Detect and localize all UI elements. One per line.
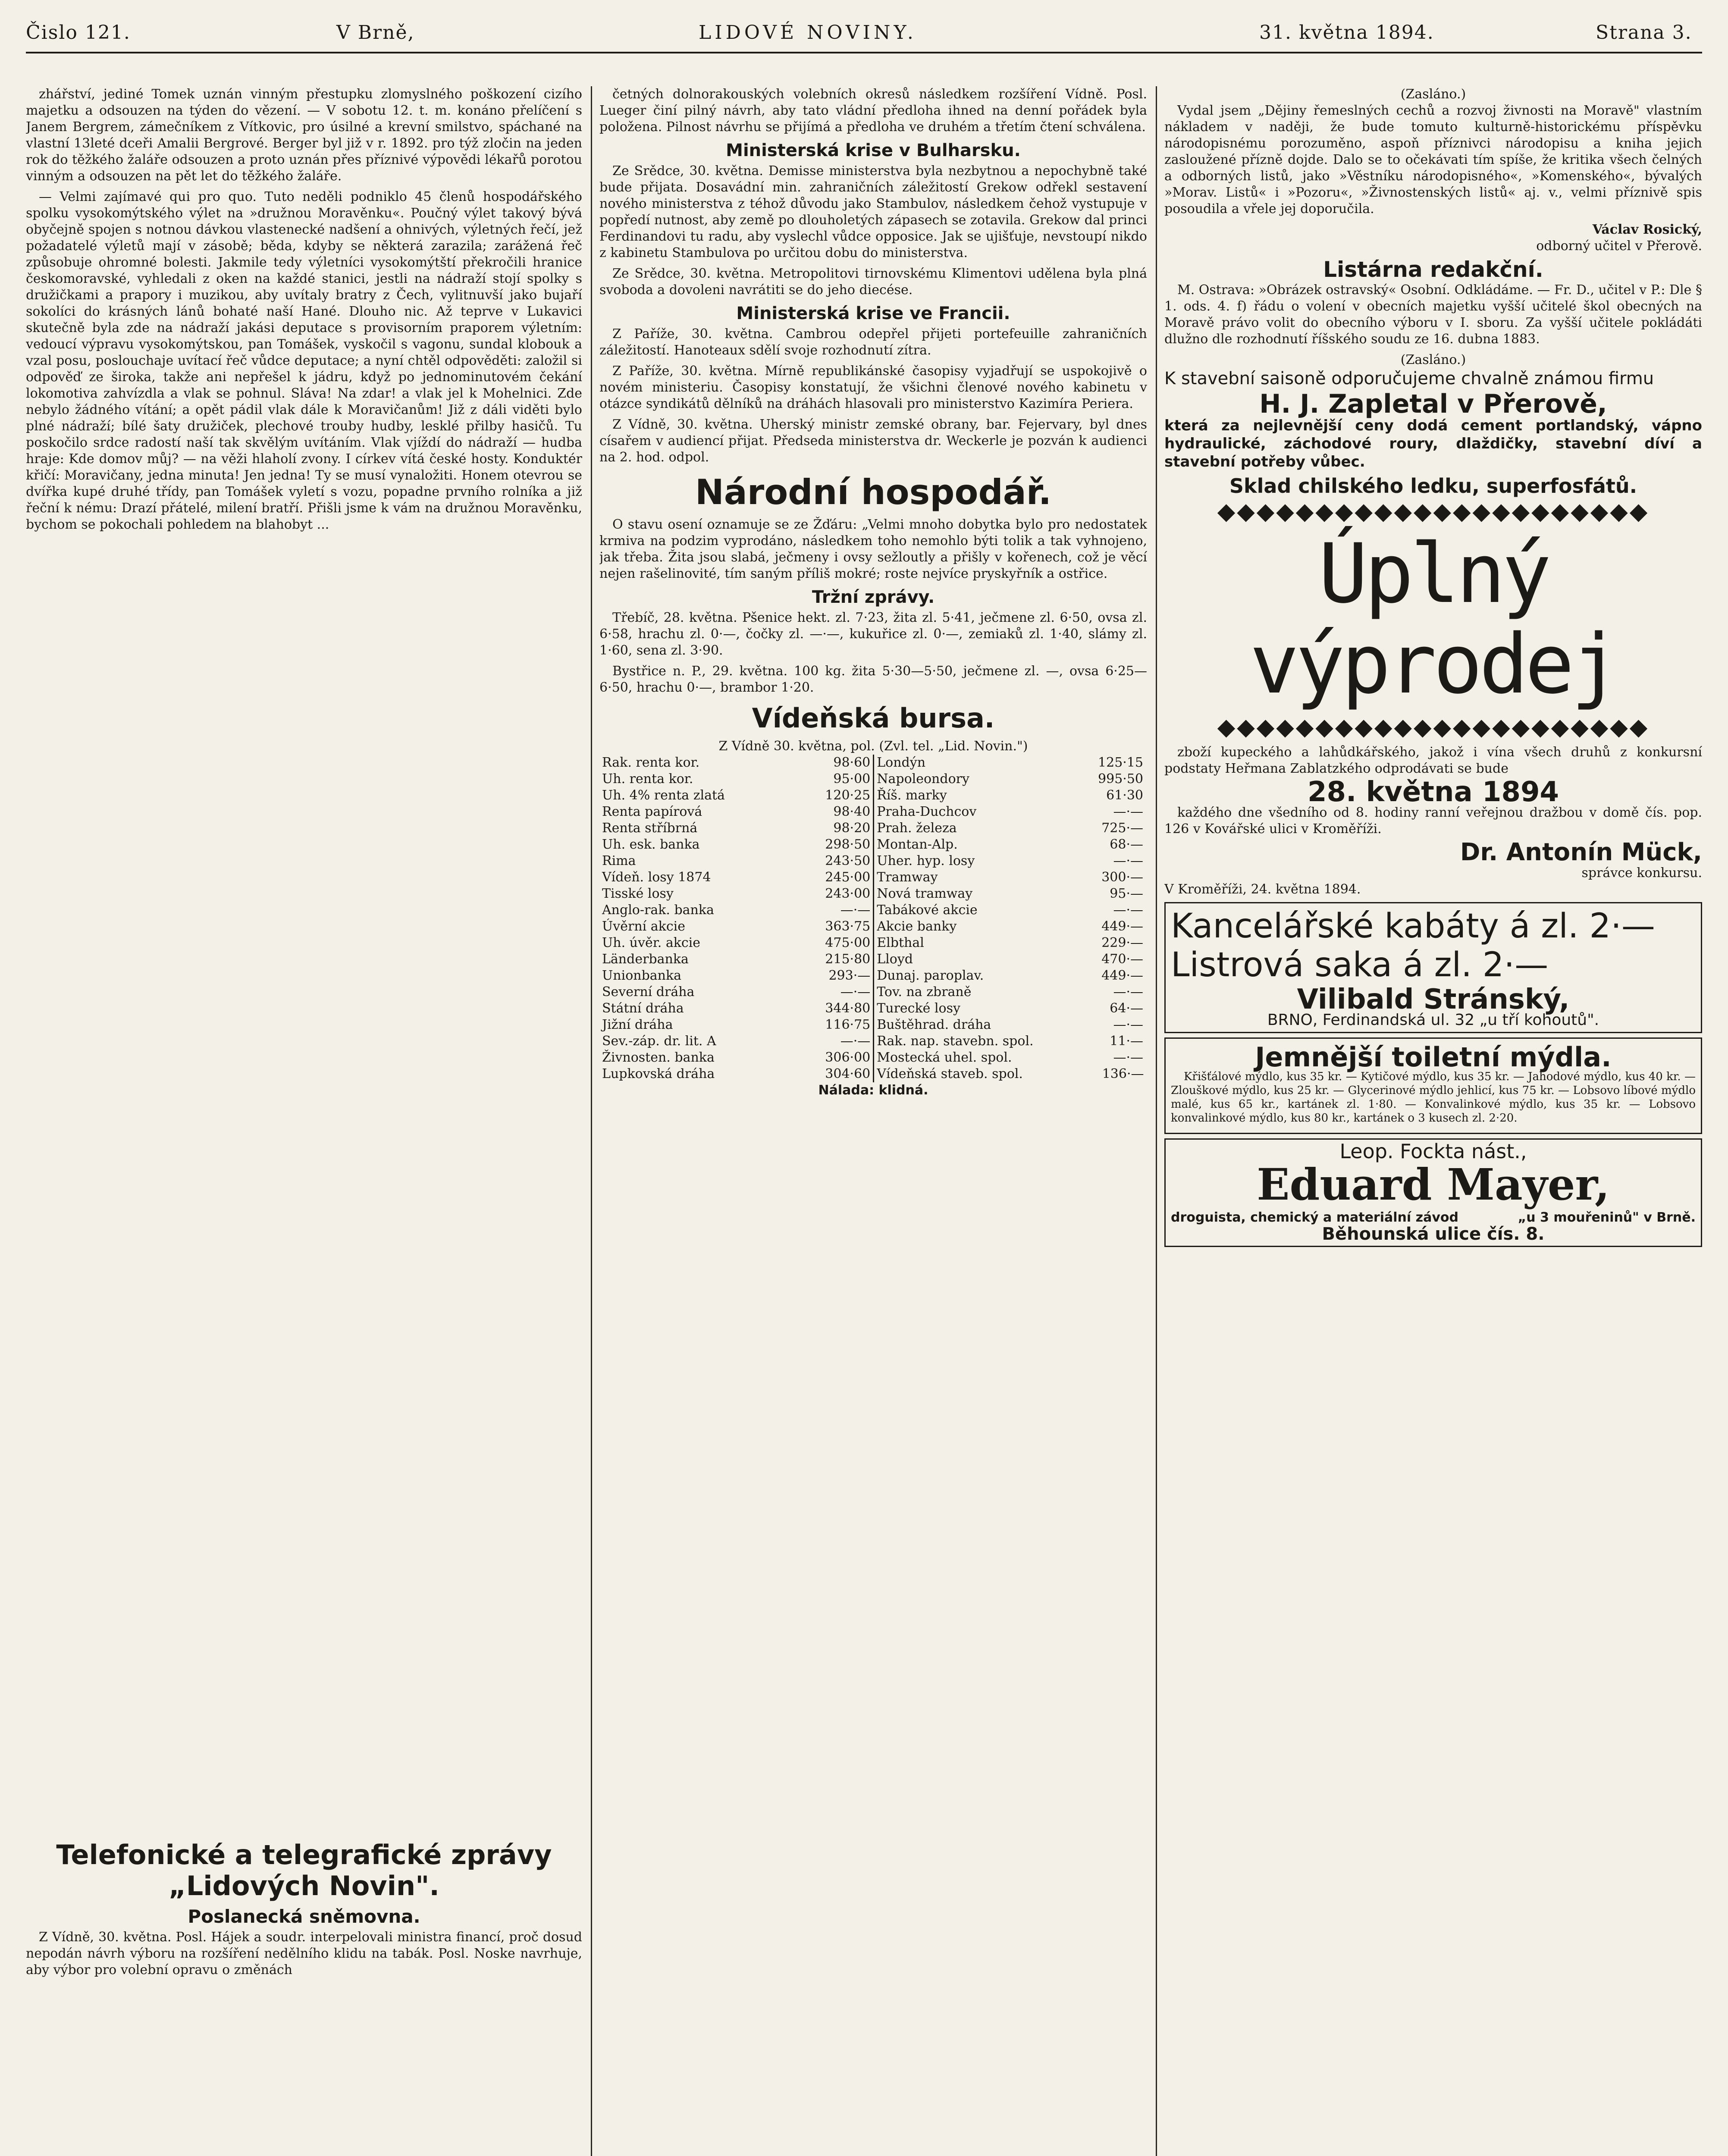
bursa-row [599, 984, 873, 1000]
bursa-row [599, 771, 873, 787]
bursa-row [874, 853, 1147, 869]
bursa-row [599, 869, 873, 886]
bursa-row [599, 918, 873, 935]
ad-line: Kancelářské kabáty á zl. 2·— [1171, 907, 1655, 946]
bursa-label: Elbthal [877, 935, 924, 950]
diamond-divider: ◆◆◆◆◆◆◆◆◆◆◆◆◆◆◆◆◆◆◆◆◆◆ [1217, 498, 1650, 525]
bursa-value: 298·50 [825, 837, 871, 852]
bursa-label: Turecké losy [877, 1001, 960, 1016]
ad-headline: Úplný výprodej [1249, 526, 1617, 712]
article-paragraph: Z Paříže, 30. května. Cambrou odepřel přijeti portefeuille zahraničních záležitostí. Hanoteaux sdělí svoje rozhodnutí zítra. [599, 326, 1147, 358]
bursa-label: Napoleondory [877, 771, 969, 787]
bursa-label: Nová tramway [877, 886, 973, 901]
bursa-row [874, 837, 1147, 853]
bursa-row [874, 1033, 1147, 1050]
bursa-row [599, 853, 873, 869]
bursa-value: 300·— [1101, 870, 1143, 885]
bursa-label: Praha-Duchcov [877, 804, 977, 819]
page-number: Strana 3. [1596, 22, 1692, 44]
bursa-row [874, 1000, 1147, 1017]
ad-box [1164, 1037, 1702, 1134]
section-heading: Ministerská krise ve Francii. [736, 304, 1010, 323]
bursa-label: Lupkovská dráha [602, 1066, 715, 1081]
bursa-value: 125·15 [1098, 755, 1143, 770]
bursa-value: —·— [1113, 984, 1143, 1000]
bursa-label: Rak. renta kor. [602, 755, 700, 770]
newspaper-page [26, 22, 1702, 2156]
telegram-subheading: Poslanecká sněmovna. [188, 1906, 420, 1927]
bursa-row [874, 1066, 1147, 1082]
zaslano-label: (Zasláno.) [1400, 87, 1466, 102]
bursa-value: —·— [1113, 804, 1143, 819]
bursa-row [874, 820, 1147, 837]
bursa-row [874, 918, 1147, 935]
bursa-label: Unionbanka [602, 968, 682, 983]
column-2 [599, 86, 1147, 2156]
bursa-value: —·— [1113, 903, 1143, 918]
ad-left-text: droguista, chemický a materiální závod [1171, 1210, 1458, 1225]
bursa-value: 95·— [1110, 886, 1143, 901]
bursa-value: —·— [840, 984, 871, 1000]
bursa-label: Tisské losy [602, 886, 674, 901]
bursa-value: 229·— [1101, 935, 1143, 950]
bursa-value: 116·75 [825, 1017, 871, 1032]
bursa-value: —·— [840, 903, 871, 918]
article-paragraph: Ze Srědce, 30. května. Demisse ministerstva byla nezbytnou a nepochybně také bude přijata. Dosavádní min. zahraničních záležitostí Grekow odřekl sestavení nového ministerstva z téhož důvodu jako Stambulov, následkem čehož vystupuje v popředí nutnost, aby země po dlouholetých zápasech se zotavila. Grekow dal princi Ferdinandovi tu radu, aby vyslechl vůdce opposice. Jak se ujišťuje, nevstoupí nikdo z kabinetu Stambulova po určitou dobu do ministerstva. [599, 163, 1147, 260]
bursa-row [599, 886, 873, 902]
newspaper-title: LIDOVÉ NOVINY. [699, 22, 917, 44]
bursa-row [874, 886, 1147, 902]
bursa-value: —·— [1113, 1017, 1143, 1032]
issue-number: Čislo 121. [26, 22, 131, 44]
ad-footer: Sklad chilského ledku, superfosfátů. [1229, 474, 1637, 498]
ad-right-text: „u 3 mouřeninů" v Brně. [1518, 1210, 1696, 1225]
bursa-label: Severní dráha [602, 984, 695, 1000]
column-1 [26, 86, 582, 1833]
zaslano-label: (Zasláno.) [1400, 352, 1466, 367]
ad-line: Listrová saka á zl. 2·— [1171, 946, 1549, 984]
telegram-heading: Telefonické a telegrafické zprávy „Lidových Novin". [56, 1839, 552, 1902]
bursa-label: Tramway [877, 870, 938, 885]
bursa-label: Dunaj. paroplav. [877, 968, 984, 983]
bursa-row [599, 787, 873, 804]
bursa-label: Uh. renta kor. [602, 771, 693, 787]
bursa-label: Uher. hyp. losy [877, 853, 975, 868]
bursa-label: Úvěrní akcie [602, 919, 685, 934]
bursa-value: —·— [840, 1034, 871, 1049]
ad-address: Běhounská ulice čís. 8. [1322, 1224, 1545, 1244]
bursa-row [874, 951, 1147, 968]
ad-date: 28. května 1894 [1307, 776, 1559, 808]
section-heading: Tržní zprávy. [812, 587, 935, 607]
ad-title: Jemnější toiletní mýdla. [1255, 1041, 1612, 1073]
bursa-row [874, 984, 1147, 1000]
masthead [26, 22, 1702, 78]
bursa-row [599, 1050, 873, 1066]
bursa-row [599, 1017, 873, 1033]
bursa-row [874, 771, 1147, 787]
bursa-value: 120·25 [825, 788, 871, 803]
bursa-value: 475·00 [825, 935, 871, 950]
ad-text: která za nejlevnější ceny dodá cement portlandský, vápno hydraulické, záchodové roury, dlaždičky, stavební díví a stavební potřeby vůbec. [1164, 417, 1702, 470]
bursa-label: Rak. nap. stavebn. spol. [877, 1034, 1034, 1049]
issue-date: 31. května 1894. [1259, 22, 1434, 44]
bursa-row [874, 804, 1147, 820]
bursa-table-right [873, 755, 1147, 1082]
bursa-label: Státní dráha [602, 1001, 684, 1016]
signature-sub: odborný učitel v Přerově. [1536, 238, 1702, 254]
ad-place: V Kroměříži, 24. května 1894. [1164, 882, 1361, 897]
bursa-value: 449·— [1101, 919, 1143, 934]
bursa-label: Akcie banky [877, 919, 957, 934]
bursa-row [874, 869, 1147, 886]
bursa-row [599, 755, 873, 771]
ad-box [1164, 1138, 1702, 1247]
section-heading-large: Vídeňská bursa. [752, 702, 995, 734]
bursa-label: Anglo-rak. banka [602, 903, 714, 918]
bursa-label: Prah. železa [877, 821, 957, 836]
bursa-value: 293·— [828, 968, 871, 983]
article-paragraph: zhářství, jediné Tomek uznán vinným přestupku zlomyslného poškození cizího majetku a odsouzen na týden do vězení. — V sobotu 12. t. m. konáno přelíčení s Janem Bergrem, zámečníkem z Vítkovic, pro úsilné a krevní smilstvo, spáchané na vlastní 13leté dceři Amalii Bergrové. Berger byl již v r. 1892. pro týž zločin na jeden rok do těžkého žaláře odsouzen a proto uznán přes příznivé výpovědi lékařů porotou vinným a odsouzen na pět let do těžkého žaláře. [26, 87, 582, 184]
diamond-divider: ◆◆◆◆◆◆◆◆◆◆◆◆◆◆◆◆◆◆◆◆◆◆ [1217, 713, 1650, 740]
bursa-row [874, 902, 1147, 918]
bursa-label: Uh. 4% renta zlatá [602, 788, 725, 803]
ad-box [1164, 902, 1702, 1033]
bursa-label: Uh. esk. banka [602, 837, 700, 852]
bursa-value: 725·— [1101, 821, 1143, 836]
listarna-text: M. Ostrava: »Obrázek ostravský« Osobní. Odkládáme. — Fr. D., učitel v P.: Dle § 1. ods. 4. f) řádu o volení v obecních majetku vyšší učitelé škol obecných na Moravě právo volit do obecního výboru v I. sboru. Za vyšší učitele pokládáti dlužno dle rozhodnutí říšského soudu ze 16. dubna 1883. [1164, 282, 1702, 347]
bursa-row [599, 951, 873, 968]
bursa-label: Říš. marky [877, 788, 947, 803]
telegram-paragraph: Z Vídně, 30. května. Posl. Hájek a soudr. interpelovali ministra financí, proč dosud nepodán návrh výboru na rozšíření nedělního klidu na tabák. Posl. Noske navrhuje, aby výbor pro volební opravu o změnách [26, 1930, 582, 1977]
bursa-value: 64·— [1110, 1001, 1143, 1016]
bursa-row [599, 1000, 873, 1017]
bursa-value: 11·— [1110, 1034, 1143, 1049]
bursa-row [874, 1050, 1147, 1066]
bursa-intro: Z Vídně 30. května, pol. (Zvl. tel. „Lid. Novin.") [718, 739, 1028, 754]
bursa-row [874, 935, 1147, 951]
section-heading-large: Národní hospodář. [695, 472, 1052, 512]
bursa-value: 98·60 [833, 755, 871, 770]
ad-address: BRNO, Ferdinandská ul. 32 „u tří kohoutů". [1267, 1011, 1599, 1029]
bursa-value: 245·00 [825, 870, 871, 885]
article-paragraph: Vydal jsem „Dějiny řemeslných cechů a rozvoj živnosti na Moravě" vlastním nákladem v naději, že bude tomuto kulturně-historickému příspěvku národopisnému porozuměno, aspoň příznivci národopisu a kniha jejich zasloužené přízně dojde. Dalo se to očekávati tím spíše, že kritika všech čelných a odborných listů, jako »Věstníku národopisného«, »Komenského«, bývalých »Morav. Listů« i »Pozoru«, »Živnostenských listů« aj. v., velmi příznivě spis posoudila a vřele jej doporučila. [1164, 103, 1702, 216]
ad-title: K stavební saisoně odporučujeme chvalně známou firmu [1164, 369, 1654, 389]
bursa-value: 304·60 [825, 1066, 871, 1081]
bursa-value: 363·75 [825, 919, 871, 934]
bursa-row [874, 1017, 1147, 1033]
ad-text: Křišťálové mýdlo, kus 35 kr. — Kytičové mýdlo, kus 35 kr. — Jahodové mýdlo, kus 40 kr. — Zlouškové mýdlo, kus 25 kr. — Glycerinové mýdlo jehlicí, kus 75 kr. — Lobsovo líbové mýdlo malé, kus 65 kr., kartánek zl. 1·80. — Konvalinkové mýdlo, kus 35 kr. — Lobsovo konvalinkové mýdlo, kus 80 kr., kartánek o 3 kusech zl. 2·20. [1171, 1070, 1696, 1125]
bursa-mood: Nálada: klidná. [818, 1083, 928, 1098]
market-paragraph: Třebíč, 28. května. Pšenice hekt. zl. 7·23, žita zl. 5·41, ječmene zl. 6·50, ovsa zl. 6·58, hrachu zl. 0·—, čočky zl. —·—, kukuřice zl. 0·—, zemiaků zl. 1·40, slámy zl. 1·60, sena zl. 3·90. [599, 610, 1147, 658]
bursa-value: 98·20 [833, 821, 871, 836]
article-paragraph: — Velmi zajímavé qui pro quo. Tuto neděli podniklo 45 členů hospodářského spolku vysokomýtského výlet na »družnou Moravěnku«. Poučný výlet takový bývá obyčejně spojen s notnou dávkou vlastenecké nadšení a ohnivých, výletných řečí, jež požadatelé výletů mají v zásobě; běda, kdyby se některá zarazila; zarážená řeč způsobuje ohromné bolesti. Jakmile tedy výletníci vysokomýtští překročili hranice českomoravské, vyhledali z oken na každé stanici, jestli na nádraží stojí spolky s družičkami a prapory i muzikou, aby uvítaly bratry z Čech, vylitnuvší jako bujaří sokolíci do krásných lánů bohaté naší Hané. Dlouho nic. Až teprve v Lukavici skutečně byla zde na nádraží jakási deputace s provisorním praporem výletním: vedoucí výpravu vysokomýtskou, pan Tomášek, vyskočil s vagonu, sundal klobouk a vzal posu, poslouchaje uvítací řeč vůdce deputace; a nyní chtěl odpověděti: založil si odpověď ze široka, takže ani nepřešel k jádru, když po jednominutovém čekání lokomotiva zahvízdla a vlak se pohnul. Sláva! Na zdar! a vlak jel k Mohelnici. Zde nebylo žádného vítání; a opět pádil vlak dále k Moravičanům! Již z dáli viděti bylo plné nádraží; bílé šaty družiček, plechové trouby hudby, lesklé přilby hasičů. Tu poskočilo srdce radostí naší tak skvělým uvítáním. Vlak vjíždí do nádraží — hudba hraje: Kde domov můj? — na věži hlaholí zvony. I církev vítá české hosty. Konduktér křičí: Moravičany, jedna minuta! Jen jedna! Ty se musí vynaložiti. Honem otevrou se dvířka kupé druhé třídy, pan Tomášek vyletí s vozu, popadne prvního rolníka a již řeční k nému: Drazí přátelé, milení bratří. Přišli jsme k vám na družnou Moravěnku, bychom se pokochali pohledem na blahobyt ... [26, 189, 582, 532]
signature: Václav Rosický, [1592, 222, 1702, 237]
bursa-value: 306·00 [825, 1050, 871, 1065]
article-paragraph: četných dolnorakouských volebních okresů následkem rozšíření Vídně. Posl. Lueger činí pilný návrh, aby tato vládní předloha ihned na denní pořádek byla položena. Pilnost návrhu se přijímá a předloha ve druhém a třetím čtení schválena. [599, 87, 1147, 135]
column-1-telegrams [26, 1833, 582, 2156]
ad-text: každého dne všedního od 8. hodiny ranní veřejnou dražbou v domě čís. pop. 126 v Kovářské ulici v Kroměříži. [1164, 805, 1702, 837]
bursa-label: Vídeňská staveb. spol. [877, 1066, 1023, 1081]
bursa-value: 68·— [1110, 837, 1143, 852]
bursa-value: 243·50 [825, 853, 871, 868]
bursa-value: 136·— [1102, 1066, 1144, 1081]
header-rule [26, 52, 1702, 53]
bursa-row [599, 1033, 873, 1050]
bursa-label: Rima [602, 853, 636, 868]
ad-signer-sub: správce konkursu. [1581, 865, 1702, 881]
bursa-label: Renta stříbrná [602, 821, 698, 836]
bursa-value: —·— [1113, 1050, 1143, 1065]
bursa-label: Renta papírová [602, 804, 702, 819]
bursa-row [874, 755, 1147, 771]
bursa-value: 215·80 [825, 952, 871, 967]
bursa-label: Londýn [877, 755, 926, 770]
bursa-row [599, 820, 873, 837]
article-paragraph: O stavu osení oznamuje se ze Žďáru: „Velmi mnoho dobytka bylo pro nedostatek krmiva na podzim vyprodáno, následkem toho nemohlo býti tolik a tak vyhnojeno, jak třeba. Žita jsou slabá, ječmeny i ovsy sežloutly a přišly v kořenech, což je věcí nejen rašelinovité, tím saným příliš mokré; roste nejvíce pryskyřník a ostřice. [599, 517, 1147, 581]
bursa-value: 449·— [1101, 968, 1143, 983]
bursa-label: Mostecká uhel. spol. [877, 1050, 1012, 1065]
bursa-label: Sev.-záp. dr. lit. A [602, 1034, 716, 1049]
bursa-table [599, 755, 1147, 1082]
ad-firm: Vilibald Stránský, [1297, 984, 1570, 1015]
listarna-heading: Listárna redakční. [1323, 257, 1543, 282]
bursa-label: Jižní dráha [602, 1017, 673, 1032]
bursa-value: 95·00 [833, 771, 871, 787]
bursa-value: 344·80 [825, 1001, 871, 1016]
bursa-value: 61·30 [1106, 788, 1143, 803]
city: V Brně, [336, 22, 415, 44]
ad-text: zboží kupeckého a lahůdkářského, jakož i vína všech druhů z konkursní podstaty Heřmana Zablatzkého odprodávati se bude [1164, 745, 1702, 776]
bursa-value: 995·50 [1098, 771, 1143, 787]
article-paragraph: Z Paříže, 30. května. Mírně republikánské časopisy vyjadřují se uspokojivě o novém ministeriu. Časopisy konstatují, že všichni členové nového kabinetu v otázce syndikátů dělníků na dráhách hlasovali pro ministerstvo Kazimíra Periera. [599, 364, 1147, 411]
bursa-row [874, 787, 1147, 804]
bursa-row [599, 902, 873, 918]
column-rule [1156, 86, 1157, 2156]
ad-firm: Eduard Mayer, [1257, 1159, 1610, 1210]
bursa-value: —·— [1113, 853, 1143, 868]
bursa-label: Länderbanka [602, 952, 689, 967]
article-paragraph: Ze Srědce, 30. května. Metropolitovi tirnovskému Klimentovi udělena byla plná svoboda a dovoleni navrátiti se do jeho diecése. [599, 266, 1147, 298]
ad-firm: H. J. Zapletal v Přerově, [1259, 389, 1607, 419]
column-rule [591, 86, 592, 2156]
market-paragraph: Bystřice n. P., 29. května. 100 kg. žita 5·30—5·50, ječmene zl. —, ovsa 6·25—6·50, hrachu 0·—, brambor 1·20. [599, 664, 1147, 695]
bursa-table-left [599, 755, 873, 1082]
column-3 [1164, 86, 1702, 2156]
ad-header: Leop. Fockta nást., [1339, 1140, 1527, 1163]
bursa-value: 243·00 [825, 886, 871, 901]
bursa-label: Montan-Alp. [877, 837, 958, 852]
bursa-label: Buštěhrad. dráha [877, 1017, 991, 1032]
bursa-row [874, 968, 1147, 984]
bursa-row [599, 968, 873, 984]
bursa-label: Tabákové akcie [877, 903, 978, 918]
bursa-row [599, 837, 873, 853]
bursa-label: Tov. na zbraně [877, 984, 972, 1000]
ad-signer: Dr. Antonín Mück, [1460, 838, 1702, 866]
bursa-row [599, 935, 873, 951]
bursa-value: 98·40 [833, 804, 871, 819]
bursa-value: 470·— [1101, 952, 1143, 967]
section-heading: Ministerská krise v Bulharsku. [726, 141, 1021, 160]
bursa-label: Uh. úvěr. akcie [602, 935, 701, 950]
article-paragraph: Z Vídně, 30. května. Uherský ministr zemské obrany, bar. Fejervary, byl dnes císařem v audiencí přijat. Předseda ministerstva dr. Weckerle je pozván k audienci na 2. hod. odpol. [599, 417, 1147, 465]
bursa-label: Vídeň. losy 1874 [602, 870, 711, 885]
bursa-row [599, 1066, 873, 1082]
bursa-label: Lloyd [877, 952, 913, 967]
bursa-row [599, 804, 873, 820]
bursa-label: Živnosten. banka [602, 1050, 715, 1065]
